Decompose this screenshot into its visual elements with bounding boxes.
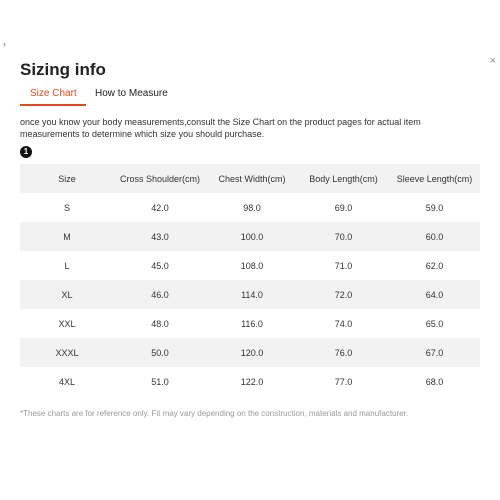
cross-shoulder-cell: 43.0: [114, 222, 206, 251]
chest-width-cell: 122.0: [240, 376, 264, 387]
sleeve-length-cell: 62.0: [425, 260, 444, 271]
table-row: [20, 280, 480, 309]
table-header-row: [20, 164, 480, 193]
table-row: [20, 251, 480, 280]
cross-shoulder-cell: 48.0: [151, 318, 169, 329]
body-length-cell: 74.0: [334, 318, 353, 329]
close-icon[interactable]: ×: [489, 55, 496, 67]
size-chart-description: once you know your body measurements,consult the Size Chart on the product pages for actual item measurements to determine which size you should purchase.: [20, 117, 421, 139]
body-length-cell: 76.0: [298, 338, 389, 367]
size-cell: S: [63, 202, 70, 213]
column-header-sleeve-length: Sleeve Length(cm): [389, 164, 480, 193]
size-cell: M: [20, 222, 114, 251]
size-chart-table: [20, 164, 480, 396]
body-length-cell: 71.0: [334, 260, 353, 271]
chest-width-cell: 108.0: [240, 260, 264, 271]
size-cell: 4XL: [58, 376, 75, 387]
active-tab-indicator: [20, 104, 86, 106]
body-length-cell: 69.0: [334, 202, 353, 213]
tab-how-to-measure[interactable]: How to Measure: [95, 88, 168, 99]
step-number-badge: 1: [20, 146, 32, 158]
sleeve-length-cell: 60.0: [389, 222, 480, 251]
cross-shoulder-cell: 45.0: [151, 260, 169, 271]
size-cell: L: [64, 260, 70, 271]
size-cell: XXXL: [20, 338, 114, 367]
column-header-size: Size: [20, 164, 114, 193]
body-length-cell: 77.0: [334, 376, 353, 387]
reference-footnote: *These charts are for reference only. Fit may vary depending on the construction, materials and manufacturer.: [20, 409, 409, 418]
page-title: Sizing info: [20, 60, 106, 79]
table-row: [20, 367, 480, 396]
tab-bar: [20, 86, 480, 106]
size-cell: XXL: [58, 318, 76, 329]
chest-width-cell: 100.0: [206, 222, 298, 251]
chest-width-cell: 98.0: [243, 202, 261, 213]
cross-shoulder-cell: 51.0: [151, 376, 169, 387]
cross-shoulder-cell: 50.0: [114, 338, 206, 367]
chest-width-cell: 120.0: [206, 338, 298, 367]
table-row: [20, 338, 480, 367]
body-length-cell: 70.0: [298, 222, 389, 251]
sleeve-length-cell: 68.0: [425, 376, 444, 387]
chest-width-cell: 116.0: [241, 318, 263, 329]
cross-shoulder-cell: 46.0: [114, 280, 206, 309]
sleeve-length-cell: 67.0: [389, 338, 480, 367]
column-header-body-length: Body Length(cm): [298, 164, 389, 193]
table-row: [20, 222, 480, 251]
sleeve-length-cell: 64.0: [389, 280, 480, 309]
table-row: [20, 309, 480, 338]
table-row: [20, 193, 480, 222]
column-header-chest-width: Chest Width(cm): [206, 164, 298, 193]
sleeve-length-cell: 59.0: [425, 202, 444, 213]
cross-shoulder-cell: 42.0: [151, 202, 169, 213]
body-length-cell: 72.0: [298, 280, 389, 309]
sleeve-length-cell: 65.0: [425, 318, 444, 329]
size-cell: XL: [20, 280, 114, 309]
column-header-cross-shoulder: Cross Shoulder(cm): [114, 164, 206, 193]
corner-mark: ›: [3, 39, 6, 49]
tab-size-chart[interactable]: Size Chart: [30, 88, 77, 99]
chest-width-cell: 114.0: [206, 280, 298, 309]
